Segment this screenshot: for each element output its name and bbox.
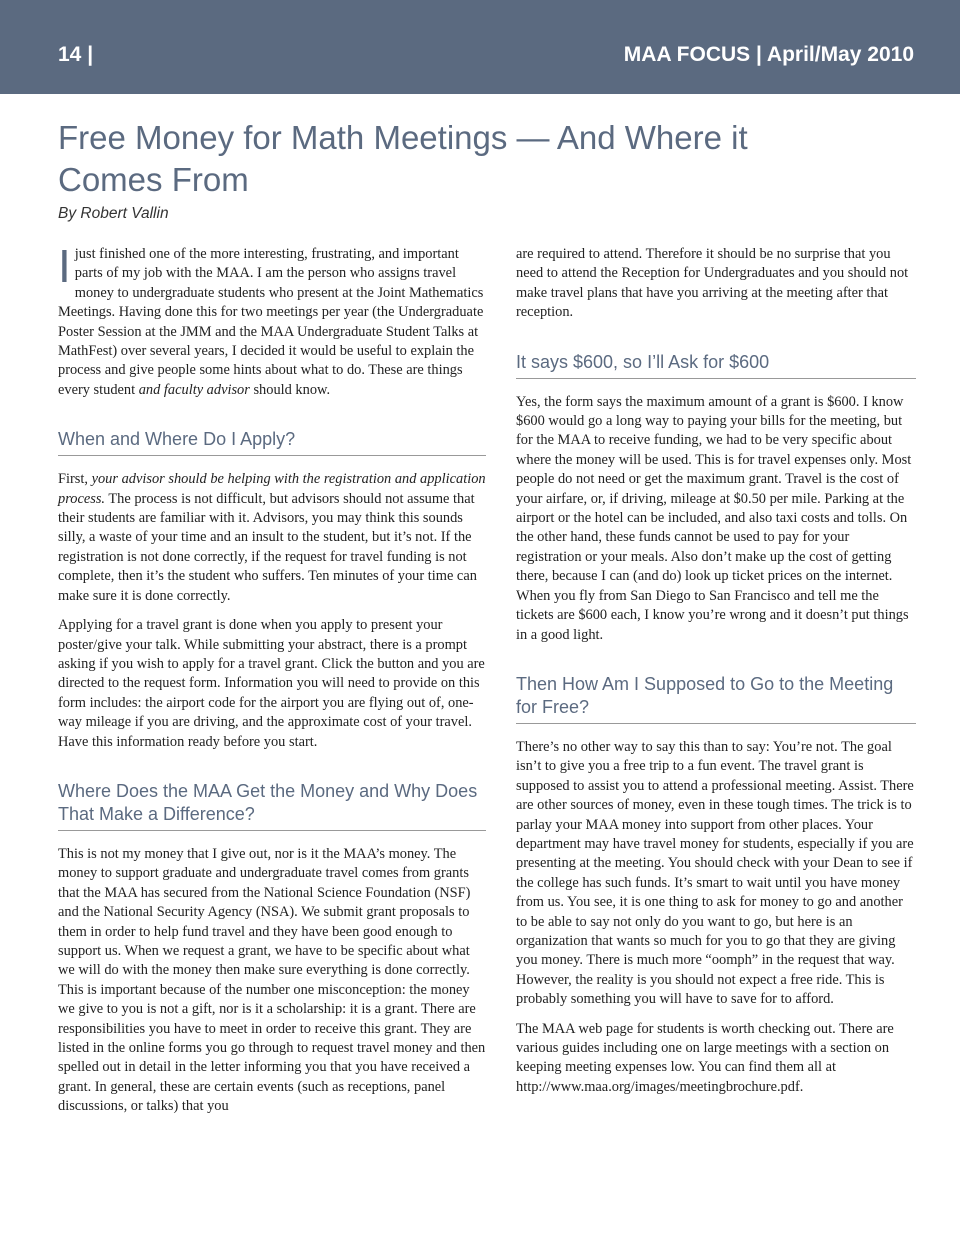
section-heading: Where Does the MAA Get the Money and Why Does That Make a Difference? [58,780,486,831]
left-column [58,240,486,1127]
intro-paragraph: Ijust finished one of the more interesting, frustrating, and important parts of my job with the MAA. I am the person who assigns travel money to undergraduate students who present at the Joint Mathematics Meetings. Having done this for two meetings per year (the Undergraduate Poster Session at the JMM and the MAA Undergraduate Student Talks at MathFest) over several years, I decided it would be useful to explain the process and give people some hints about what to do. These are things every student and faculty advisor should know. [58,240,484,398]
issue-label: MAA FOCUS | April/May 2010 [623,43,914,66]
body-paragraph: This is not my money that I give out, nor is it the MAA’s money. The money to support graduate and undergraduate travel comes from grants that the MAA has secured from the National Science Foundation (NSF) and the National Security Agency (NSA). We submit grant proposals to them in order to help fund travel and they have been good enough to support us. When we request a grant, we have to be specific about what we will do with the money then make sure everything is done correctly. This is important because of the number one misconception: the money we give to you is not a gift, nor is it a scholarship: it is a grant. There are responsibilities you have to meet in order to receive this grant. They are listed in the online forms you go through to request travel money and then spelled out in detail in the letter informing you that you have received a grant. In general, these are certain events (such as receptions, panel discussions, or talks) that you [58,845,486,1115]
body-paragraph: The MAA web page for students is worth checking out. There are various guides including one on large meetings with a section on keeping meeting expenses low. You can find them all at http://www.maa.org/images/meetingbrochure.pdf. [516,1020,894,1095]
body-paragraph: Yes, the form says the maximum amount of a grant is $600. I know $600 would go a long way to paying your bills for the meeting, but for the MAA to receive funding, we had to be very specific about where the money will be used. This is for travel expenses only. Most people do not need or get the maximum grant. Travel is the cost of your airfare, or, if driving, mileage at $0.50 per mile. Parking at the airport or the hotel can be included, and also taxi costs and tolls. On the other hand, these funds cannot be used to pay for your registration or your meals. Also don’t make up the cost of getting there, because I can (and do) look up ticket prices on the internet. When you fly from San Diego to San Francisco and tell me the tickets are $600 each, I know you’re wrong and it doesn’t put things in a good light. [516,393,912,643]
byline: By Robert Vallin [58,205,169,222]
body-paragraph: are required to attend. Therefore it should be no surprise that you need to attend the Reception for Undergraduates and you should not make travel plans that have you arriving at the meeting after that reception. [516,246,909,321]
drop-cap: I [58,240,71,292]
body-paragraph: Applying for a travel grant is done when you apply to present your poster/give your talk. While submitting your abstract, there is a prompt asking if you wish to apply for a travel grant. Click the button and you are directed to the request form. Information you will need to provide on this form includes: the airport code for the airport you are flying out of, one-way mileage if you are driving, and the approximate cost of your travel. Have this information ready before you start. [58,617,485,750]
body-paragraph: There’s no other way to say this than to say: You’re not. The goal isn’t to give you a free trip to a fun event. The travel grant is supposed to assist you to attend a professional meeting. Assist. There are other sources of money, even in these tough times. The trick is to parlay your MAA money into support from other places. Your department may have travel money for students, especially if you are presenting at the meeting. You should check with your Dean to see if the college has such funds. It’s smart to wait until you have money from us. You see, it is one thing to ask for money to go and another to be able to say not only do you want to go, but here is an organization that wants so much for you to go that they are giving you money. There is much more “oomph” in the request that way. However, the reality is you should not expect a free ride. This is probably something you will have to save for to afford. [516,738,914,1008]
body-paragraph: First, your advisor should be helping with the registration and application process. The process is not difficult, but advisors should not assume that their students are familiar with it. Advisors, you may think this sounds silly, a waste of your time and an insult to the student, but it’s not. If the registration is not done correctly, if the request for travel funding is not complete, then it’s the student who suffers. Ten minutes of your time can make sure it is done correctly. [58,471,486,604]
section-heading: When and Where Do I Apply? [58,428,486,456]
right-column [516,245,916,1107]
page-header [0,0,960,94]
page-number: 14 | [58,43,94,66]
section-heading: Then How Am I Supposed to Go to the Meeting for Free? [516,673,916,724]
article-title: Free Money for Math Meetings — And Where it Comes From [58,119,748,198]
section-heading: It says $600, so I’ll Ask for $600 [516,351,916,379]
